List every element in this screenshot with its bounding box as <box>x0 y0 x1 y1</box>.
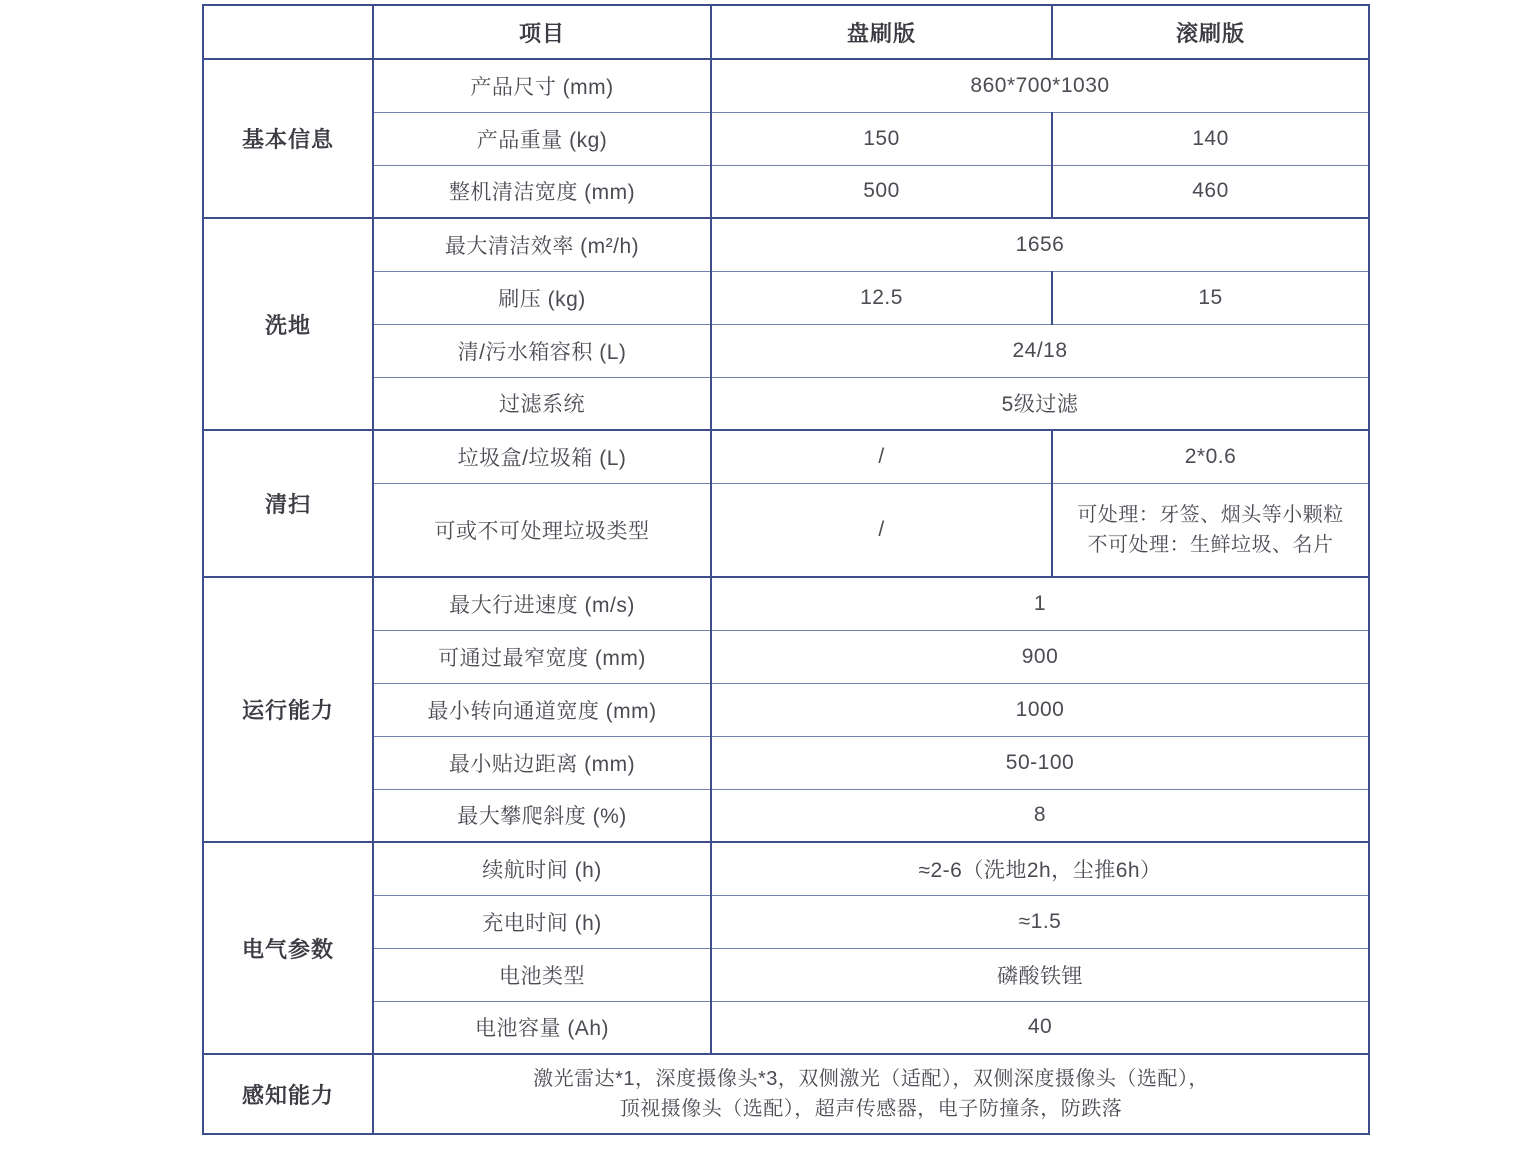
value-line: 可处理：牙签、烟头等小颗粒 <box>1077 503 1344 526</box>
spec-value-disc: / <box>711 483 1052 577</box>
spec-value: 5级过滤 <box>711 377 1369 430</box>
spec-value-disc: / <box>711 430 1052 483</box>
spec-label: 充电时间 (h) <box>373 895 711 948</box>
value-line: 激光雷达*1，深度摄像头*3，双侧激光（适配），双侧深度摄像头（选配）， <box>533 1068 1209 1090</box>
spec-label: 可或不可处理垃圾类型 <box>373 483 711 577</box>
spec-value: 8 <box>711 789 1369 842</box>
spec-value-disc: 500 <box>711 165 1052 218</box>
spec-table-container <box>202 4 1370 1135</box>
spec-value: 50-100 <box>711 736 1369 789</box>
section-label: 清扫 <box>203 430 373 577</box>
spec-label: 垃圾盒/垃圾箱 (L) <box>373 430 711 483</box>
section-label: 电气参数 <box>203 842 373 1054</box>
spec-label: 最小转向通道宽度 (mm) <box>373 683 711 736</box>
section-label: 基本信息 <box>203 59 373 218</box>
spec-label: 产品尺寸 (mm) <box>373 59 711 112</box>
spec-value-full <box>373 1054 1369 1134</box>
spec-value-roller: 140 <box>1052 112 1369 165</box>
spec-value: 磷酸铁锂 <box>711 948 1369 1001</box>
spec-value-roller: 460 <box>1052 165 1369 218</box>
section-label: 洗地 <box>203 218 373 430</box>
header-roller-brush: 滚刷版 <box>1052 5 1369 59</box>
spec-label: 整机清洁宽度 (mm) <box>373 165 711 218</box>
spec-value: 24/18 <box>711 324 1369 377</box>
section-label: 感知能力 <box>203 1054 373 1134</box>
spec-label: 可通过最窄宽度 (mm) <box>373 630 711 683</box>
spec-label: 最小贴边距离 (mm) <box>373 736 711 789</box>
spec-value: 900 <box>711 630 1369 683</box>
spec-value-roller: 15 <box>1052 271 1369 324</box>
value-line: 不可处理：生鲜垃圾、名片 <box>1087 533 1334 556</box>
header-item: 项目 <box>373 5 711 59</box>
spec-value: ≈1.5 <box>711 895 1369 948</box>
spec-label: 电池容量 (Ah) <box>373 1001 711 1054</box>
product-spec-table <box>202 4 1370 1135</box>
spec-value: 1 <box>711 577 1369 630</box>
section-label: 运行能力 <box>203 577 373 842</box>
spec-label: 过滤系统 <box>373 377 711 430</box>
spec-value-roller: 2*0.6 <box>1052 430 1369 483</box>
header-disc-brush: 盘刷版 <box>711 5 1052 59</box>
spec-label: 产品重量 (kg) <box>373 112 711 165</box>
spec-value: 40 <box>711 1001 1369 1054</box>
value-line: 顶视摄像头（选配），超声传感器，电子防撞条，防跌落 <box>619 1098 1123 1120</box>
spec-label: 最大清洁效率 (m²/h) <box>373 218 711 271</box>
spec-label: 刷压 (kg) <box>373 271 711 324</box>
spec-label: 清/污水箱容积 (L) <box>373 324 711 377</box>
spec-value: ≈2-6（洗地2h，尘推6h） <box>711 842 1369 895</box>
spec-value-roller <box>1052 483 1369 577</box>
spec-value: 1000 <box>711 683 1369 736</box>
spec-label: 续航时间 (h) <box>373 842 711 895</box>
spec-value: 1656 <box>711 218 1369 271</box>
spec-value-disc: 12.5 <box>711 271 1052 324</box>
spec-value: 860*700*1030 <box>711 59 1369 112</box>
spec-label: 电池类型 <box>373 948 711 1001</box>
spec-value-disc: 150 <box>711 112 1052 165</box>
spec-label: 最大行进速度 (m/s) <box>373 577 711 630</box>
corner-cell <box>203 5 373 59</box>
spec-label: 最大攀爬斜度 (%) <box>373 789 711 842</box>
